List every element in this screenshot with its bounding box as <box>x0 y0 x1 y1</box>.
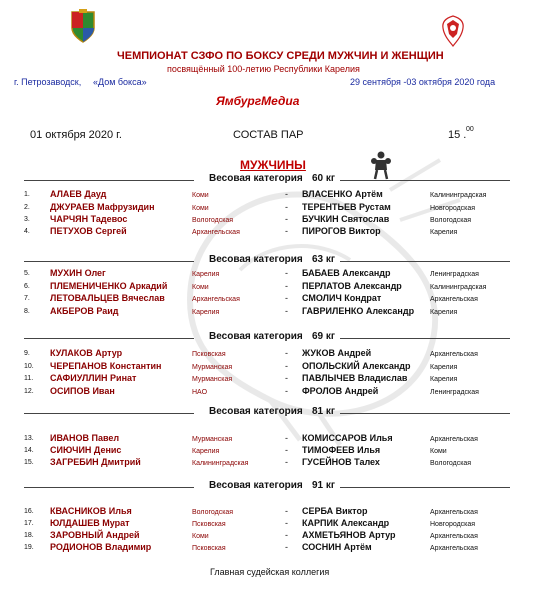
footer-signature: Главная судейская коллегия <box>210 567 330 577</box>
bout-row <box>0 347 535 359</box>
bout-dash: - <box>285 202 288 212</box>
bout-number: 5. <box>24 270 30 277</box>
weight-category-label: Весовая категория <box>209 406 303 417</box>
bout-row <box>0 541 535 553</box>
bout-dash: - <box>285 281 288 291</box>
bout-number: 16. <box>24 508 34 515</box>
red-corner-region: Архангельская <box>192 229 240 236</box>
red-corner-name: МУХИН Олег <box>50 268 106 278</box>
blue-corner-name: ТИМОФЕЕВ Илья <box>302 445 381 455</box>
red-corner-name: АЛАЕВ Дауд <box>50 189 107 199</box>
bout-row <box>0 432 535 444</box>
event-title: ЧЕМПИОНАТ СЗФО ПО БОКСУ СРЕДИ МУЖЧИН И ЖЕНЩИН <box>117 50 444 62</box>
red-corner-region: Карелия <box>192 448 220 455</box>
bout-dash: - <box>285 189 288 199</box>
red-corner-region: Коми <box>192 284 209 291</box>
bout-row <box>0 529 535 541</box>
weight-category-value: 63 кг <box>312 254 336 265</box>
weight-category-label: Весовая категория <box>209 480 303 491</box>
red-corner-name: ЧЕРЕПАНОВ Константин <box>50 361 162 371</box>
section-title: МУЖЧИНЫ <box>240 158 306 172</box>
red-corner-region: Псковская <box>192 545 226 552</box>
bout-number: 19. <box>24 544 34 551</box>
blue-corner-name: ГАВРИЛЕНКО Александр <box>302 306 415 316</box>
bout-number: 11. <box>24 375 34 382</box>
start-time-minutes: 00 <box>466 126 474 133</box>
bout-row <box>0 372 535 384</box>
blue-corner-name: АХМЕТЬЯНОВ Артур <box>302 530 396 540</box>
bout-row <box>0 456 535 468</box>
red-corner-name: ПЛЕМЕНИЧЕНКО Аркадий <box>50 281 168 291</box>
blue-corner-name: ГУСЕЙНОВ Талех <box>302 457 380 467</box>
blue-corner-region: Карелия <box>430 376 458 383</box>
blue-corner-name: ФРОЛОВ Андрей <box>302 386 379 396</box>
red-corner-region: НАО <box>192 389 208 396</box>
weight-category-label: Весовая категория <box>209 173 303 184</box>
blue-corner-name: ЖУКОВ Андрей <box>302 348 372 358</box>
category-divider <box>24 261 194 262</box>
karelia-coat-of-arms-icon <box>68 8 98 44</box>
red-corner-name: ЮЛДАШЕВ Мурат <box>50 518 130 528</box>
red-corner-region: Псковская <box>192 351 226 358</box>
blue-corner-name: ПАВЛЫЧЕВ Владислав <box>302 373 408 383</box>
blue-corner-name: ВЛАСЕНКО Артём <box>302 189 383 199</box>
red-corner-name: ДЖУРАЕВ Мафрузидин <box>50 202 155 212</box>
blue-corner-name: ПИРОГОВ Виктор <box>302 226 381 236</box>
red-corner-name: АКБЕРОВ Раид <box>50 306 119 316</box>
blue-corner-region: Карелия <box>430 309 458 316</box>
blue-corner-name: КОМИССАРОВ Илья <box>302 433 393 443</box>
bout-number: 4. <box>24 228 30 235</box>
red-corner-region: Карелия <box>192 271 220 278</box>
blue-corner-region: Новгородская <box>430 521 476 528</box>
red-corner-name: ИВАНОВ Павел <box>50 433 120 443</box>
red-corner-name: ЧАРЧЯН Тадевос <box>50 214 128 224</box>
bout-row <box>0 188 535 200</box>
bout-row <box>0 444 535 456</box>
bout-dash: - <box>285 268 288 278</box>
red-corner-region: Мурманская <box>192 436 233 443</box>
blue-corner-name: ТЕРЕНТЬЕВ Рустам <box>302 202 391 212</box>
red-corner-region: Калининградская <box>192 460 249 467</box>
bout-dash: - <box>285 293 288 303</box>
red-corner-name: СИЮЧИН Денис <box>50 445 122 455</box>
category-divider <box>340 180 510 181</box>
weight-category-label: Весовая категория <box>209 254 303 265</box>
blue-corner-name: СОСНИН Артём <box>302 542 372 552</box>
bout-dash: - <box>285 306 288 316</box>
bout-number: 18. <box>24 532 34 539</box>
weight-category-value: 81 кг <box>312 406 336 417</box>
category-divider <box>340 487 510 488</box>
blue-corner-region: Ленинградская <box>430 271 479 278</box>
bout-row <box>0 505 535 517</box>
red-corner-name: ЗАРОВНЫЙ Андрей <box>50 530 140 540</box>
blue-corner-region: Архангельская <box>430 533 478 540</box>
bout-dash: - <box>285 433 288 443</box>
bout-dash: - <box>285 518 288 528</box>
bout-number: 10. <box>24 363 34 370</box>
blue-corner-name: СЕРБА Виктор <box>302 506 368 516</box>
bout-row <box>0 213 535 225</box>
blue-corner-region: Коми <box>430 448 447 455</box>
blue-corner-region: Карелия <box>430 229 458 236</box>
category-divider <box>24 180 194 181</box>
bout-number: 17. <box>24 520 34 527</box>
red-corner-region: Мурманская <box>192 364 233 371</box>
category-divider <box>24 338 194 339</box>
bout-row <box>0 385 535 397</box>
bout-dash: - <box>285 373 288 383</box>
blue-corner-region: Ленинградская <box>430 389 479 396</box>
event-subtitle: посвящённый 100-летию Республики Карелия <box>167 64 360 74</box>
blue-corner-region: Архангельская <box>430 351 478 358</box>
bout-number: 9. <box>24 350 30 357</box>
bout-number: 12. <box>24 388 34 395</box>
blue-corner-region: Вологодская <box>430 460 472 467</box>
bout-row <box>0 517 535 529</box>
event-dates: 29 сентября -03 октября 2020 года <box>350 77 496 87</box>
red-corner-name: ЛЕТОВАЛЬЦЕВ Вячеслав <box>50 293 165 303</box>
red-corner-region: Коми <box>192 533 209 540</box>
red-corner-region: Карелия <box>192 309 220 316</box>
red-corner-region: Архангельская <box>192 296 240 303</box>
red-corner-region: Псковская <box>192 521 226 528</box>
start-time-hour: 15 . <box>448 129 467 141</box>
red-corner-region: Коми <box>192 192 209 199</box>
bout-number: 3. <box>24 216 30 223</box>
bout-row <box>0 201 535 213</box>
bout-row <box>0 267 535 279</box>
event-venue: «Дом бокса» <box>93 77 147 87</box>
blue-corner-region: Калининградская <box>430 192 487 199</box>
page-heading: СОСТАВ ПАР <box>233 129 304 141</box>
bout-dash: - <box>285 506 288 516</box>
bout-row <box>0 280 535 292</box>
boxer-icon <box>370 150 392 180</box>
bout-dash: - <box>285 445 288 455</box>
bout-number: 13. <box>24 435 34 442</box>
bout-number: 7. <box>24 295 30 302</box>
red-corner-name: КУЛАКОВ Артур <box>50 348 123 358</box>
bout-dash: - <box>285 386 288 396</box>
event-city: г. Петрозаводск, <box>14 77 82 87</box>
bout-number: 14. <box>24 447 34 454</box>
weight-category-label: Весовая категория <box>209 331 303 342</box>
blue-corner-name: БАБАЕВ Александр <box>302 268 391 278</box>
red-corner-name: САФИУЛЛИН Ринат <box>50 373 137 383</box>
blue-corner-name: КАРПИК Александр <box>302 518 390 528</box>
bout-dash: - <box>285 214 288 224</box>
weight-category-value: 69 кг <box>312 331 336 342</box>
bout-dash: - <box>285 226 288 236</box>
red-corner-name: ОСИПОВ Иван <box>50 386 115 396</box>
bout-row <box>0 305 535 317</box>
blue-corner-region: Вологодская <box>430 217 472 224</box>
bout-number: 2. <box>24 204 30 211</box>
bout-dash: - <box>285 530 288 540</box>
blue-corner-region: Карелия <box>430 364 458 371</box>
bout-dash: - <box>285 348 288 358</box>
bout-number: 6. <box>24 283 30 290</box>
red-corner-name: ПЕТУХОВ Сергей <box>50 226 127 236</box>
red-corner-region: Коми <box>192 205 209 212</box>
red-corner-region: Вологодская <box>192 217 234 224</box>
bout-row <box>0 225 535 237</box>
category-divider <box>24 487 194 488</box>
red-corner-name: ЗАГРЕБИН Дмитрий <box>50 457 141 467</box>
blue-corner-name: ОПОЛЬСКИЙ Александр <box>302 361 411 371</box>
bout-date: 01 октября 2020 г. <box>30 129 122 141</box>
red-corner-name: РОДИОНОВ Владимир <box>50 542 152 552</box>
bout-number: 1. <box>24 191 30 198</box>
blue-corner-region: Калининградская <box>430 284 487 291</box>
category-divider <box>340 338 510 339</box>
blue-corner-region: Архангельская <box>430 509 478 516</box>
category-divider <box>340 413 510 414</box>
bout-dash: - <box>285 361 288 371</box>
weight-category-value: 91 кг <box>312 480 336 491</box>
blue-corner-region: Архангельская <box>430 296 478 303</box>
weight-category-value: 60 кг <box>312 173 336 184</box>
blue-corner-name: СМОЛИЧ Кондрат <box>302 293 382 303</box>
bout-dash: - <box>285 542 288 552</box>
bout-dash: - <box>285 457 288 467</box>
blue-corner-region: Архангельская <box>430 436 478 443</box>
category-divider <box>340 261 510 262</box>
category-divider <box>24 413 194 414</box>
red-corner-region: Вологодская <box>192 509 234 516</box>
ministry-emblem-icon <box>440 14 466 48</box>
bout-row <box>0 292 535 304</box>
bout-number: 15. <box>24 459 34 466</box>
bout-number: 8. <box>24 308 30 315</box>
bout-row <box>0 360 535 372</box>
red-corner-region: Мурманская <box>192 376 233 383</box>
blue-corner-region: Архангельская <box>430 545 478 552</box>
red-corner-name: КВАСНИКОВ Илья <box>50 506 132 516</box>
blue-corner-name: ПЕРЛАТОВ Александр <box>302 281 402 291</box>
blue-corner-name: БУЧКИН Святослав <box>302 214 390 224</box>
brand-name: ЯмбургМедиа <box>216 94 300 108</box>
blue-corner-region: Новгородская <box>430 205 476 212</box>
